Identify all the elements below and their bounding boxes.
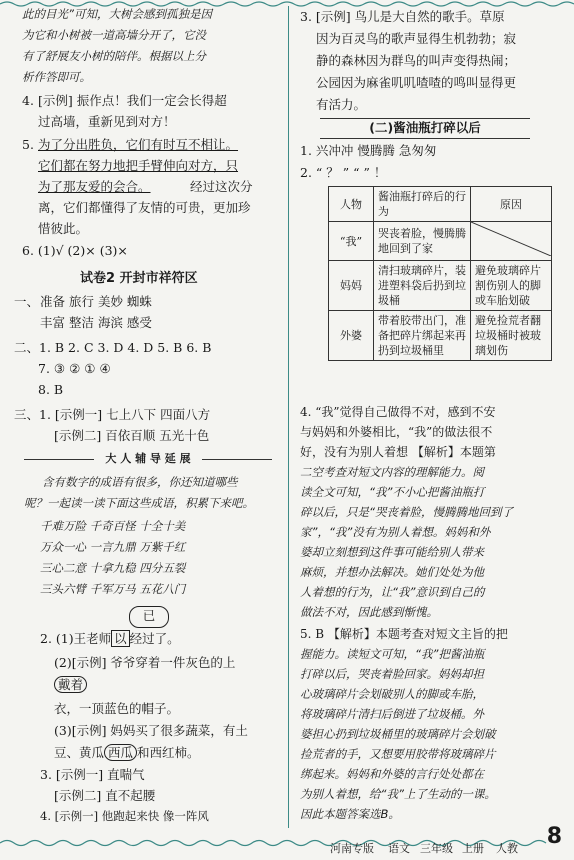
q2-3-corrected-word: 西瓜 [104, 744, 137, 761]
q2-1-suffix: 经过了。 [129, 631, 180, 646]
r-q5-line: 为别人着想，给“我”上了生动的一课。 [300, 787, 496, 801]
section-1-words: 丰富 整洁 海滨 感受 [40, 315, 152, 330]
q6-answer: 6. (1)√ (2)× (3)× [22, 243, 128, 258]
table-header-row [329, 187, 552, 222]
q2-3-suffix: 和西红柿。 [137, 745, 200, 760]
section-2-title: (二)酱油瓶打碎以后 [320, 118, 530, 139]
footer-subject: 语文 [388, 842, 410, 855]
r-q1-answer: 1. 兴冲冲 慢腾腾 急匆匆 [300, 143, 437, 158]
page-footer [0, 836, 574, 860]
r-q4-line: 麻烦，并想办法解决。她们处处为他 [300, 565, 484, 579]
q5-answer: 离，它们都懂得了友情的可贵，更加珍 [38, 200, 251, 215]
r-q3-answer: 有活力。 [316, 97, 367, 112]
r-q3-answer: 公园因为麻雀叽叽喳喳的鸣叫显得更 [316, 75, 517, 90]
section-3-q2-2: 衣，一顶蓝色的帽子。 [54, 701, 180, 716]
section-3-q2-1 [40, 628, 180, 649]
q2-1-corrected-word: 以 [111, 630, 130, 647]
text-line: 此的目光”可知，大树会感到孤独是因 [22, 7, 212, 21]
q5-answer: 惜彼此。 [38, 221, 89, 236]
section-1-label: 一、 [14, 294, 40, 309]
r-q5-line: 婆担心扔到垃圾桶里的玻璃碎片会划破 [300, 727, 496, 741]
q4-answer: [示例] 振作点！我们一定会长得超 [38, 93, 227, 108]
page-number: 8 [546, 824, 562, 849]
section-3-q3: [示例二] 直不起腰 [54, 788, 156, 803]
text-line: 析作答即可。 [22, 70, 91, 84]
section-2-answers: 二、1. B 2. C 3. D 4. D 5. B 6. B [14, 340, 212, 355]
r-q4-line: 二空考查对短文内容的理解能力。阅 [300, 465, 484, 479]
r-q5-line: 捡荒者的手，又想要用胶带将玻璃碎片 [300, 747, 496, 761]
r-q5-line: 5. B 【解析】本题考查对短文主旨的把 [300, 627, 508, 641]
footer-term: 上册 [462, 842, 484, 855]
extension-text: 呢？一起读一读下面这些成语，积累下来吧。 [24, 496, 254, 510]
q5-answer: 为了分出胜负，它们有时互不相让。 [38, 137, 239, 152]
table-header: 人物 [329, 187, 374, 222]
footer-edition: 河南专版 [330, 842, 374, 855]
r-q4-line: 碎以后，只是“哭丧着脸，慢腾腾地回到了 [300, 505, 513, 519]
q4-answer: 过高墙，重新见到对方！ [38, 114, 176, 129]
diagonal-slash [471, 222, 551, 256]
table-cell: 避免玻璃碎片割伤别人的脚或车胎划破 [471, 261, 552, 311]
table-cell: 哭丧着脸，慢腾腾地回到了家 [374, 222, 471, 261]
section-2-q7: 7. ③ ② ① ④ [38, 361, 111, 376]
q2-3-prefix: 豆、黄瓜 [54, 745, 105, 760]
q4-number: 4. [22, 93, 34, 108]
r-q4-line: 好，没有为别人着想 【解析】本题第 [300, 445, 496, 459]
r-q4-line: 读全文可知，“我”不小心把酱油瓶打 [300, 485, 485, 499]
section-3-q2-3 [54, 742, 200, 763]
r-q4-line: 人着想的行为，让“我”意识到自己的 [300, 585, 485, 599]
section-3-q1: [示例二] 百依百顺 五光十色 [54, 428, 210, 443]
idiom-row: 千难万险 千奇百怪 十全十美 [40, 519, 186, 533]
correction-mark: 已 [129, 606, 169, 628]
q2-2-inserted-word: 戴着 [54, 674, 87, 695]
table-header: 酱油瓶打碎后的行为 [374, 187, 471, 222]
r-q5-line: 将玻璃碎片清扫后倒进了垃圾桶。外 [300, 707, 484, 721]
section-3-q2-2: (2)[示例] 爷爷穿着一件灰色的上 [54, 655, 236, 670]
section-1-words: 准备 旅行 美妙 蜘蛛 [40, 294, 152, 309]
r-q3-answer: 因为百灵鸟的歌声显得生机勃勃；寂 [316, 31, 517, 46]
r-q5-line: 打碎以后，哭丧着脸回家。妈妈却担 [300, 667, 484, 681]
extension-text: 含有数字的成语有很多，你还知道哪些 [42, 475, 238, 489]
q5-number: 5. [22, 137, 34, 152]
exam-2-title: 试卷2 开封市祥符区 [80, 271, 198, 286]
r-q2-answer: 2. “ ？ ” “ ” ！ [300, 165, 387, 180]
q5-answer: 为了那友爱的会合。 [38, 179, 151, 194]
table-cell: 带着胶带出门，准备把碎片绑起来再扔到垃圾桶里 [374, 311, 471, 361]
table-cell: 清扫玻璃碎片，装进塑料袋后扔到垃圾桶 [374, 261, 471, 311]
section-3-q2-3: (3)[示例] 妈妈买了很多蔬菜，有土 [54, 723, 248, 738]
section-3-q3: 3. [示例一] 直喘气 [40, 767, 145, 782]
footer-grade: 三年级 [420, 842, 453, 855]
table-cell: “我” [329, 222, 374, 261]
footer-publisher: 人教 [496, 842, 518, 855]
q5-answer: 经过这次分 [190, 179, 253, 194]
r-q3-answer: 3. [示例] 鸟儿是大自然的歌手。草原 [300, 9, 505, 24]
table-row [329, 311, 552, 361]
idiom-row: 三心二意 十拿九稳 四分五裂 [40, 561, 186, 575]
table-header: 原因 [471, 187, 552, 222]
section-3-q1: 三、1. [示例一] 七上八下 四面八方 [14, 407, 211, 422]
r-q5-line: 握能力。读短文可知，“我”把酱油瓶 [300, 647, 485, 661]
table-row [329, 261, 552, 311]
parent-tutoring-banner: 大 人 辅 导 延 展 [24, 450, 272, 468]
table-cell: 妈妈 [329, 261, 374, 311]
table-cell: 避免捡荒者翻垃圾桶时被玻璃划伤 [471, 311, 552, 361]
r-q5-line: 因此本题答案选B。 [300, 807, 400, 821]
r-q3-answer: 静的森林因为群鸟的叫声变得热闹； [316, 53, 517, 68]
table-cell-slash [471, 222, 552, 261]
r-q4-line: 4. “我”觉得自己做得不对，感到不安 [300, 405, 496, 419]
text-line: 有了舒展友小树的陪伴。根据以上分 [22, 49, 206, 63]
idiom-row: 三头六臂 千军万马 五花八门 [40, 582, 186, 596]
r-q4-line: 婆却立刻想到这件事可能给别人带来 [300, 545, 484, 559]
column-divider [288, 6, 289, 828]
behavior-table [328, 186, 552, 361]
table-cell: 外婆 [329, 311, 374, 361]
text-line: 为它和小树被一道高墙分开了，它没 [22, 28, 206, 42]
r-q4-line: 家”，“我”没有为别人着想。妈妈和外 [300, 525, 491, 539]
r-q5-line: 绑起来。妈妈和外婆的言行处处都在 [300, 767, 484, 781]
section-3-q4: 4. [示例一] 他跑起来快 像一阵风 [40, 809, 209, 823]
section-2-q8: 8. B [38, 382, 64, 397]
r-q4-line: 与妈妈和外婆相比，“我”的做法很不 [300, 425, 493, 439]
r-q4-line: 做法不对，因此感到惭愧。 [300, 605, 438, 619]
q2-1-prefix: 2. (1)王老师 [40, 631, 112, 646]
table-row [329, 222, 552, 261]
q5-answer: 它们都在努力地把手臂伸向对方，只 [38, 158, 239, 173]
idiom-row: 万众一心 一言九鼎 万紫千红 [40, 540, 186, 554]
r-q5-line: 心玻璃碎片会划破别人的脚或车胎， [300, 687, 484, 701]
